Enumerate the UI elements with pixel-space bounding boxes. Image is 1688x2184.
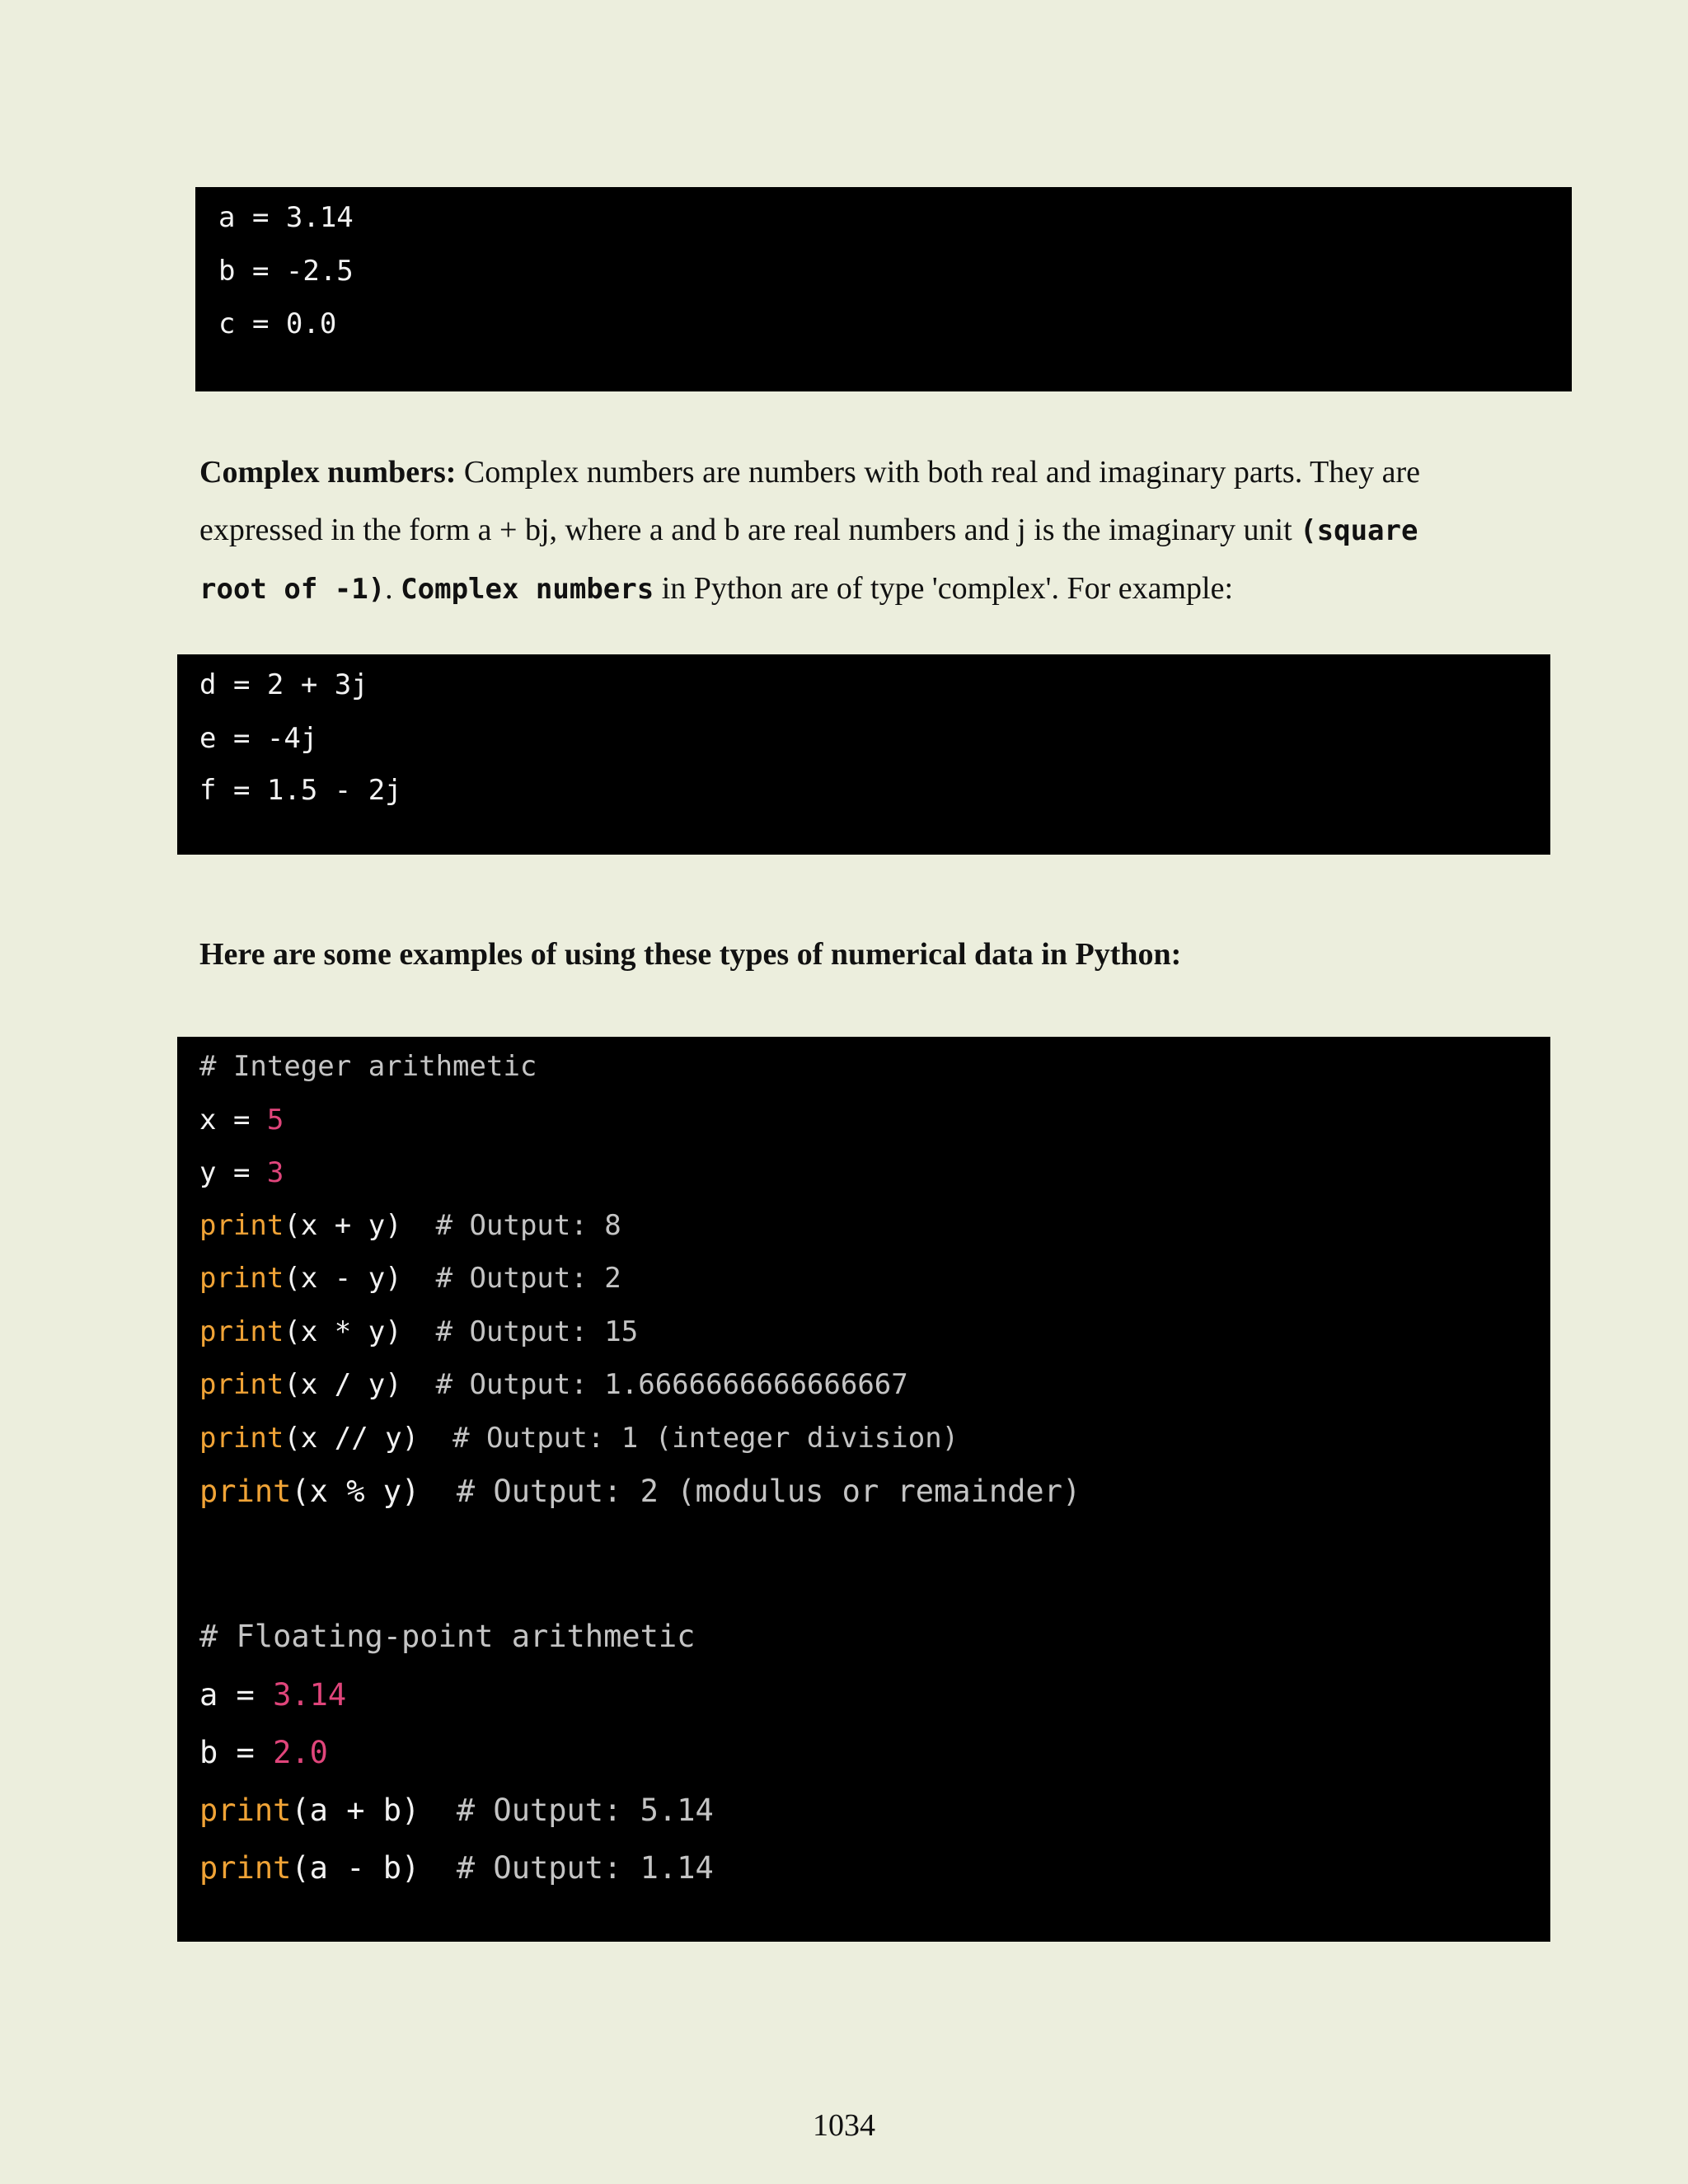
code-comment: # Output: 1.14 <box>420 1850 714 1886</box>
code-text: (x // y) <box>284 1422 420 1455</box>
code-comment: # Integer arithmetic <box>199 1050 537 1083</box>
code-line: c = 0.0 <box>218 307 337 340</box>
code-text: (x * y) <box>284 1315 402 1348</box>
complex-numbers-paragraph <box>199 443 1502 618</box>
code-keyword: print <box>199 1315 284 1348</box>
code-line <box>199 1476 1081 1507</box>
code-line <box>199 1793 714 1828</box>
code-number: 3.14 <box>273 1677 347 1713</box>
code-line <box>199 1850 714 1886</box>
code-text: (x / y) <box>284 1368 402 1401</box>
inline-code: Complex numbers <box>401 573 654 606</box>
code-block-complex-example <box>177 654 1550 855</box>
code-line: d = 2 + 3j <box>199 668 368 701</box>
code-keyword: print <box>199 1368 284 1401</box>
code-text: x = <box>199 1104 267 1137</box>
code-keyword: print <box>199 1262 284 1295</box>
inline-code: (square root of -1) <box>199 514 1418 606</box>
code-comment: # Output: 2 (modulus or remainder) <box>420 1474 1081 1509</box>
examples-heading: Here are some examples of using these types of numerical data in Python: <box>199 937 1182 972</box>
code-comment: # Output: 2 <box>401 1262 621 1295</box>
code-keyword: print <box>199 1850 292 1886</box>
paragraph-text: Complex numbers are numbers with both real and imaginary parts. They are expressed in the form a + bj, where a and b are real numbers and j is the imaginary unit <box>199 455 1420 547</box>
code-line <box>199 1422 959 1455</box>
page-number: 1034 <box>813 2108 875 2143</box>
complex-numbers-label: Complex numbers: <box>199 455 457 490</box>
code-text: (a + b) <box>291 1793 420 1828</box>
code-text: y = <box>199 1156 267 1189</box>
code-line: e = -4j <box>199 722 318 755</box>
code-comment: # Output: 8 <box>401 1209 621 1242</box>
code-block-float-example <box>195 187 1572 391</box>
code-text: (x % y) <box>291 1474 420 1509</box>
code-line <box>199 1368 908 1401</box>
code-comment: # Output: 1.6666666666666667 <box>401 1368 908 1401</box>
code-comment: # Output: 15 <box>401 1315 639 1348</box>
code-text: b = <box>199 1735 274 1770</box>
code-number: 3 <box>266 1156 284 1189</box>
code-number: 5 <box>266 1104 284 1137</box>
code-line <box>199 1737 328 1768</box>
code-text: a = <box>199 1677 274 1713</box>
code-line <box>199 1315 639 1348</box>
code-comment: # Output: 5.14 <box>420 1793 714 1828</box>
code-line <box>199 1156 284 1189</box>
code-keyword: print <box>199 1474 292 1509</box>
code-line: a = 3.14 <box>218 201 354 234</box>
code-keyword: print <box>199 1209 284 1242</box>
code-text: (a - b) <box>291 1850 420 1886</box>
code-line <box>199 1262 621 1295</box>
code-text: (x - y) <box>284 1262 402 1295</box>
code-comment: # Floating-point arithmetic <box>199 1619 696 1654</box>
code-text: (x + y) <box>284 1209 402 1242</box>
paragraph-text: . <box>385 571 401 606</box>
paragraph-text: in Python are of type 'complex'. For example: <box>654 571 1234 606</box>
code-number: 2.0 <box>273 1735 328 1770</box>
code-block-arithmetic-examples <box>177 1037 1550 1942</box>
code-line <box>199 1209 621 1242</box>
code-line: b = -2.5 <box>218 255 354 288</box>
code-keyword: print <box>199 1422 284 1455</box>
code-comment: # Output: 1 (integer division) <box>419 1422 959 1455</box>
code-line <box>199 1104 284 1137</box>
code-line <box>199 1677 347 1713</box>
code-keyword: print <box>199 1793 292 1828</box>
code-line: f = 1.5 - 2j <box>199 774 402 807</box>
